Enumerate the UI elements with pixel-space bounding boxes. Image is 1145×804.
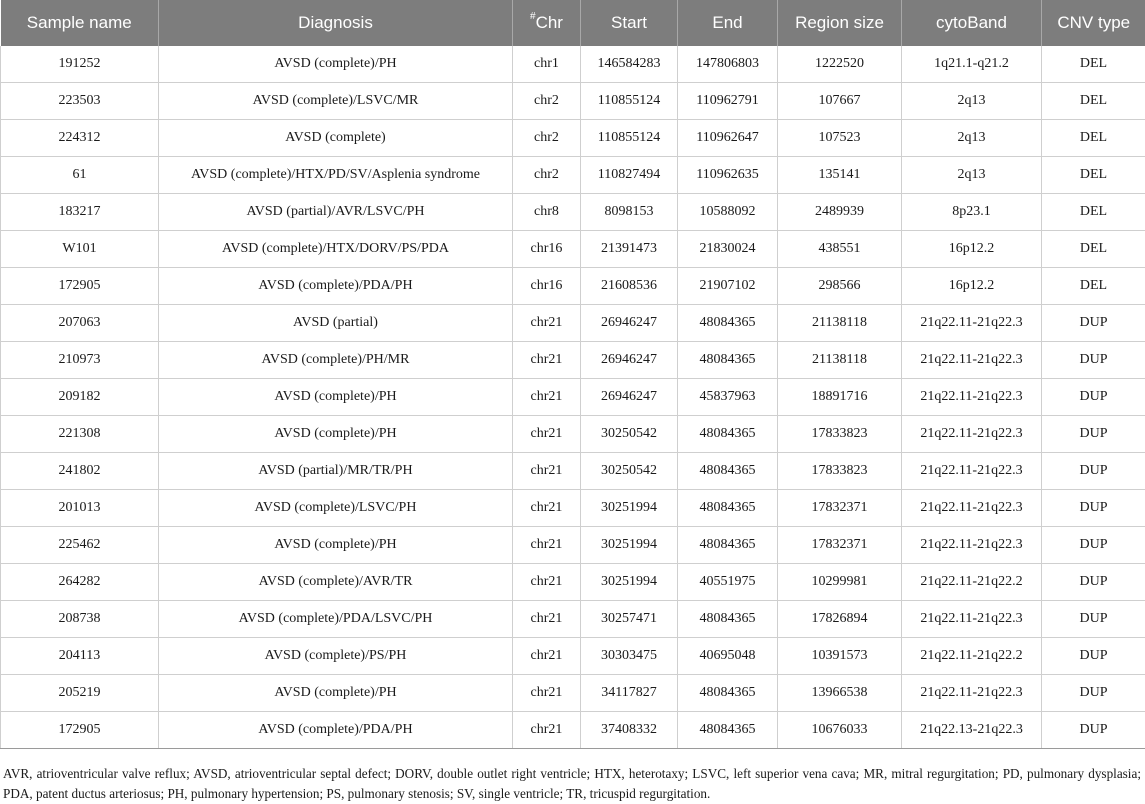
chr-cell: chr2 bbox=[513, 83, 581, 120]
diagnosis-cell: AVSD (partial)/AVR/LSVC/PH bbox=[159, 194, 513, 231]
chr-cell: chr21 bbox=[513, 305, 581, 342]
cnv-type-cell: DUP bbox=[1042, 712, 1145, 749]
table-row bbox=[1, 527, 1145, 564]
start-cell: 26946247 bbox=[581, 305, 678, 342]
region-size-cell: 10299981 bbox=[778, 564, 902, 601]
end-cell: 45837963 bbox=[678, 379, 778, 416]
end-cell: 110962635 bbox=[678, 157, 778, 194]
diagnosis-cell: AVSD (partial)/MR/TR/PH bbox=[159, 453, 513, 490]
chr-cell: chr21 bbox=[513, 416, 581, 453]
table-body bbox=[1, 46, 1145, 749]
cytoband-cell: 21q22.11-21q22.3 bbox=[902, 305, 1042, 342]
cytoband-cell: 21q22.11-21q22.3 bbox=[902, 675, 1042, 712]
region-size-cell: 17832371 bbox=[778, 527, 902, 564]
region-size-cell: 18891716 bbox=[778, 379, 902, 416]
cnv-type-cell: DUP bbox=[1042, 416, 1145, 453]
end-cell: 48084365 bbox=[678, 712, 778, 749]
start-cell: 30251994 bbox=[581, 527, 678, 564]
cnv-type-cell: DUP bbox=[1042, 342, 1145, 379]
chr-cell: chr21 bbox=[513, 527, 581, 564]
diagnosis-cell: AVSD (complete)/PH bbox=[159, 379, 513, 416]
end-cell: 147806803 bbox=[678, 46, 778, 83]
region-size-cell: 17832371 bbox=[778, 490, 902, 527]
table-row bbox=[1, 601, 1145, 638]
chr-cell: chr1 bbox=[513, 46, 581, 83]
region-size-cell: 107523 bbox=[778, 120, 902, 157]
start-cell: 26946247 bbox=[581, 379, 678, 416]
end-cell: 40695048 bbox=[678, 638, 778, 675]
cytoband-cell: 21q22.11-21q22.3 bbox=[902, 379, 1042, 416]
diagnosis-cell: AVSD (complete)/HTX/DORV/PS/PDA bbox=[159, 231, 513, 268]
chr-cell: chr2 bbox=[513, 157, 581, 194]
end-cell: 10588092 bbox=[678, 194, 778, 231]
region-size-cell: 2489939 bbox=[778, 194, 902, 231]
diagnosis-cell: AVSD (complete)/PDA/PH bbox=[159, 712, 513, 749]
cytoband-cell: 21q22.11-21q22.3 bbox=[902, 527, 1042, 564]
diagnosis-cell: AVSD (complete) bbox=[159, 120, 513, 157]
cytoband-cell: 2q13 bbox=[902, 120, 1042, 157]
end-cell: 48084365 bbox=[678, 342, 778, 379]
cnv-type-cell: DUP bbox=[1042, 453, 1145, 490]
chr-cell: chr21 bbox=[513, 564, 581, 601]
table-row bbox=[1, 379, 1145, 416]
region-size-cell: 298566 bbox=[778, 268, 902, 305]
table-row bbox=[1, 453, 1145, 490]
cnv-type-cell: DEL bbox=[1042, 231, 1145, 268]
sample-name-cell: W101 bbox=[1, 231, 159, 268]
sample-name-cell: 204113 bbox=[1, 638, 159, 675]
diagnosis-cell: AVSD (complete)/PDA/LSVC/PH bbox=[159, 601, 513, 638]
cytoband-cell: 2q13 bbox=[902, 83, 1042, 120]
header-chr-label: Chr bbox=[536, 13, 563, 32]
cnv-type-cell: DEL bbox=[1042, 157, 1145, 194]
start-cell: 110855124 bbox=[581, 120, 678, 157]
start-cell: 30251994 bbox=[581, 564, 678, 601]
region-size-cell: 17826894 bbox=[778, 601, 902, 638]
header-cytoband: cytoBand bbox=[902, 0, 1042, 46]
start-cell: 110827494 bbox=[581, 157, 678, 194]
sample-name-cell: 210973 bbox=[1, 342, 159, 379]
cytoband-cell: 21q22.11-21q22.3 bbox=[902, 490, 1042, 527]
start-cell: 26946247 bbox=[581, 342, 678, 379]
end-cell: 40551975 bbox=[678, 564, 778, 601]
cytoband-cell: 8p23.1 bbox=[902, 194, 1042, 231]
start-cell: 30303475 bbox=[581, 638, 678, 675]
cytoband-cell: 21q22.13-21q22.3 bbox=[902, 712, 1042, 749]
start-cell: 34117827 bbox=[581, 675, 678, 712]
region-size-cell: 438551 bbox=[778, 231, 902, 268]
cytoband-cell: 21q22.11-21q22.3 bbox=[902, 342, 1042, 379]
chr-cell: chr16 bbox=[513, 231, 581, 268]
region-size-cell: 107667 bbox=[778, 83, 902, 120]
start-cell: 110855124 bbox=[581, 83, 678, 120]
region-size-cell: 135141 bbox=[778, 157, 902, 194]
table-row bbox=[1, 83, 1145, 120]
table-row bbox=[1, 194, 1145, 231]
diagnosis-cell: AVSD (complete)/PH bbox=[159, 416, 513, 453]
table-row bbox=[1, 157, 1145, 194]
region-size-cell: 21138118 bbox=[778, 342, 902, 379]
chr-cell: chr2 bbox=[513, 120, 581, 157]
diagnosis-cell: AVSD (partial) bbox=[159, 305, 513, 342]
cytoband-cell: 1q21.1-q21.2 bbox=[902, 46, 1042, 83]
cnv-type-cell: DEL bbox=[1042, 194, 1145, 231]
sample-name-cell: 61 bbox=[1, 157, 159, 194]
end-cell: 48084365 bbox=[678, 416, 778, 453]
table-row bbox=[1, 342, 1145, 379]
chr-cell: chr21 bbox=[513, 675, 581, 712]
sample-name-cell: 264282 bbox=[1, 564, 159, 601]
table-footnote: AVR, atrioventricular valve reflux; AVSD, atrioventricular septal defect; DORV, double outlet right ventricle; HTX, heterotaxy; LSVC, left superior vena cava; MR, mitral regurgitation; PD, pulmonary dysplasia; PDA, patent ductus arteriosus; PH, pulmonary hypertension; PS, pulmonary stenosis; SV, single ventricle; TR, tricuspid regurgitation. bbox=[3, 764, 1141, 804]
end-cell: 48084365 bbox=[678, 675, 778, 712]
cnv-type-cell: DUP bbox=[1042, 601, 1145, 638]
chr-cell: chr21 bbox=[513, 638, 581, 675]
header-chr-mark: # bbox=[530, 11, 536, 22]
header-end: End bbox=[678, 0, 778, 46]
diagnosis-cell: AVSD (complete)/AVR/TR bbox=[159, 564, 513, 601]
sample-name-cell: 172905 bbox=[1, 268, 159, 305]
cytoband-cell: 21q22.11-21q22.2 bbox=[902, 564, 1042, 601]
region-size-cell: 17833823 bbox=[778, 453, 902, 490]
table-row bbox=[1, 231, 1145, 268]
end-cell: 110962647 bbox=[678, 120, 778, 157]
cytoband-cell: 2q13 bbox=[902, 157, 1042, 194]
end-cell: 48084365 bbox=[678, 527, 778, 564]
chr-cell: chr21 bbox=[513, 490, 581, 527]
table-row bbox=[1, 416, 1145, 453]
start-cell: 21608536 bbox=[581, 268, 678, 305]
cnv-type-cell: DUP bbox=[1042, 379, 1145, 416]
end-cell: 48084365 bbox=[678, 601, 778, 638]
sample-name-cell: 221308 bbox=[1, 416, 159, 453]
table-row bbox=[1, 305, 1145, 342]
diagnosis-cell: AVSD (complete)/HTX/PD/SV/Asplenia syndrome bbox=[159, 157, 513, 194]
start-cell: 8098153 bbox=[581, 194, 678, 231]
chr-cell: chr21 bbox=[513, 453, 581, 490]
sample-name-cell: 183217 bbox=[1, 194, 159, 231]
cnv-type-cell: DUP bbox=[1042, 490, 1145, 527]
region-size-cell: 17833823 bbox=[778, 416, 902, 453]
region-size-cell: 21138118 bbox=[778, 305, 902, 342]
cytoband-cell: 16p12.2 bbox=[902, 268, 1042, 305]
cytoband-cell: 21q22.11-21q22.2 bbox=[902, 638, 1042, 675]
start-cell: 30250542 bbox=[581, 453, 678, 490]
table-row bbox=[1, 490, 1145, 527]
region-size-cell: 10391573 bbox=[778, 638, 902, 675]
cnv-type-cell: DEL bbox=[1042, 46, 1145, 83]
end-cell: 110962791 bbox=[678, 83, 778, 120]
table-row bbox=[1, 46, 1145, 83]
header-start: Start bbox=[581, 0, 678, 46]
diagnosis-cell: AVSD (complete)/PH bbox=[159, 46, 513, 83]
cnv-type-cell: DUP bbox=[1042, 638, 1145, 675]
diagnosis-cell: AVSD (complete)/LSVC/MR bbox=[159, 83, 513, 120]
end-cell: 21830024 bbox=[678, 231, 778, 268]
start-cell: 30250542 bbox=[581, 416, 678, 453]
diagnosis-cell: AVSD (complete)/PDA/PH bbox=[159, 268, 513, 305]
end-cell: 21907102 bbox=[678, 268, 778, 305]
sample-name-cell: 223503 bbox=[1, 83, 159, 120]
header-chr bbox=[513, 0, 581, 46]
cnv-type-cell: DUP bbox=[1042, 527, 1145, 564]
region-size-cell: 10676033 bbox=[778, 712, 902, 749]
cytoband-cell: 21q22.11-21q22.3 bbox=[902, 416, 1042, 453]
end-cell: 48084365 bbox=[678, 305, 778, 342]
chr-cell: chr21 bbox=[513, 379, 581, 416]
chr-cell: chr21 bbox=[513, 342, 581, 379]
table-row bbox=[1, 564, 1145, 601]
sample-name-cell: 172905 bbox=[1, 712, 159, 749]
start-cell: 21391473 bbox=[581, 231, 678, 268]
cnv-type-cell: DEL bbox=[1042, 120, 1145, 157]
chr-cell: chr8 bbox=[513, 194, 581, 231]
diagnosis-cell: AVSD (complete)/PS/PH bbox=[159, 638, 513, 675]
end-cell: 48084365 bbox=[678, 490, 778, 527]
start-cell: 146584283 bbox=[581, 46, 678, 83]
chr-cell: chr16 bbox=[513, 268, 581, 305]
cnv-type-cell: DEL bbox=[1042, 83, 1145, 120]
diagnosis-cell: AVSD (complete)/PH bbox=[159, 527, 513, 564]
chr-cell: chr21 bbox=[513, 712, 581, 749]
table-header-row bbox=[1, 0, 1145, 46]
sample-name-cell: 205219 bbox=[1, 675, 159, 712]
sample-name-cell: 207063 bbox=[1, 305, 159, 342]
header-region-size: Region size bbox=[778, 0, 902, 46]
sample-name-cell: 241802 bbox=[1, 453, 159, 490]
region-size-cell: 1222520 bbox=[778, 46, 902, 83]
cnv-type-cell: DUP bbox=[1042, 564, 1145, 601]
start-cell: 30251994 bbox=[581, 490, 678, 527]
table-row bbox=[1, 712, 1145, 749]
sample-name-cell: 225462 bbox=[1, 527, 159, 564]
sample-name-cell: 224312 bbox=[1, 120, 159, 157]
sample-name-cell: 209182 bbox=[1, 379, 159, 416]
cnv-type-cell: DUP bbox=[1042, 305, 1145, 342]
cytoband-cell: 21q22.11-21q22.3 bbox=[902, 601, 1042, 638]
cytoband-cell: 16p12.2 bbox=[902, 231, 1042, 268]
diagnosis-cell: AVSD (complete)/PH bbox=[159, 675, 513, 712]
diagnosis-cell: AVSD (complete)/LSVC/PH bbox=[159, 490, 513, 527]
start-cell: 30257471 bbox=[581, 601, 678, 638]
header-cnv-type: CNV type bbox=[1042, 0, 1145, 46]
header-sample-name: Sample name bbox=[1, 0, 159, 46]
table-row bbox=[1, 638, 1145, 675]
diagnosis-cell: AVSD (complete)/PH/MR bbox=[159, 342, 513, 379]
sample-name-cell: 208738 bbox=[1, 601, 159, 638]
sample-name-cell: 191252 bbox=[1, 46, 159, 83]
table-row bbox=[1, 120, 1145, 157]
table-row bbox=[1, 268, 1145, 305]
sample-name-cell: 201013 bbox=[1, 490, 159, 527]
cytoband-cell: 21q22.11-21q22.3 bbox=[902, 453, 1042, 490]
start-cell: 37408332 bbox=[581, 712, 678, 749]
chr-cell: chr21 bbox=[513, 601, 581, 638]
region-size-cell: 13966538 bbox=[778, 675, 902, 712]
end-cell: 48084365 bbox=[678, 453, 778, 490]
cnv-type-cell: DUP bbox=[1042, 675, 1145, 712]
header-diagnosis: Diagnosis bbox=[159, 0, 513, 46]
cnv-type-cell: DEL bbox=[1042, 268, 1145, 305]
table-row bbox=[1, 675, 1145, 712]
